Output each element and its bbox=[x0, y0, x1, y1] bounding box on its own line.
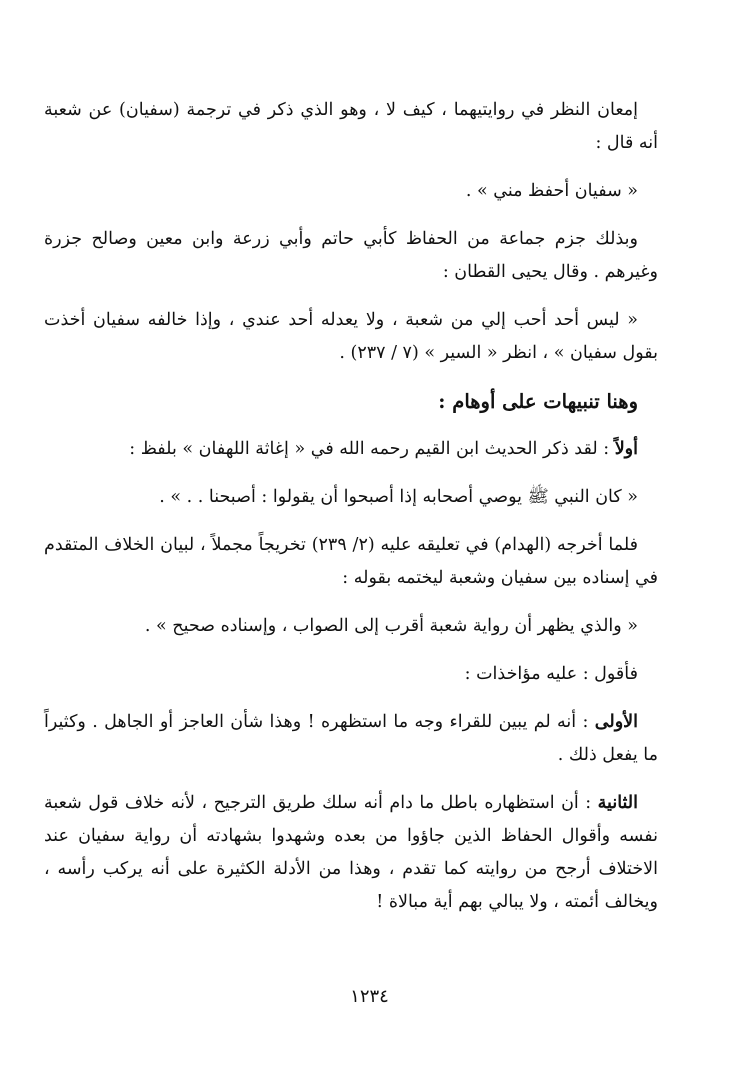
quote-3: « كان النبي ﷺ يوصي أصحابه إذا أصبحوا أن يقولوا : أصبحنا . . » . bbox=[159, 487, 638, 507]
quote-4: « والذي يظهر أن رواية شعبة أقرب إلى الصواب ، وإسناده صحيح » . bbox=[144, 616, 638, 636]
quote-2: « ليس أحد أحب إلي من شعبة ، ولا يعدله أحد عندي ، وإذا خالفه سفيان أخذت بقول سفيان » ، انظر « السير » (٧ / ٢٣٧) . bbox=[44, 310, 658, 363]
paragraph-6 bbox=[44, 706, 658, 772]
paragraph-7 bbox=[44, 787, 658, 919]
paragraph-1: إمعان النظر في روايتيهما ، كيف لا ، وهو الذي ذكر في ترجمة (سفيان) عن شعبة أنه قال : bbox=[44, 100, 658, 153]
paragraph-3-label: أولاً bbox=[614, 439, 638, 459]
paragraph-6-label: الأولى bbox=[594, 712, 638, 732]
paragraph-2: وبذلك جزم جماعة من الحفاظ كأبي حاتم وأبي زرعة وابن معين وصالح جزرة وغيرهم . وقال يحيى القطان : bbox=[44, 229, 658, 282]
paragraph-7-text: : أن استظهاره باطل ما دام أنه سلك طريق الترجيح ، لأنه خلاف قول شعبة نفسه وأقوال الحفاظ الذين جاؤوا من بعده وشهدوا بشهادته أن رواية سفيان عند الاختلاف أرجح من روايته كما تقدم ، وهذا من الأدلة الكثيرة على أنه يركب رأسه ، ويخالف أئمته ، ولا يبالي بهم أية مبالاة ! bbox=[44, 793, 658, 912]
quote-1: « سفيان أحفظ مني » . bbox=[465, 181, 638, 201]
page-body bbox=[44, 94, 658, 919]
paragraph-3-text: : لقد ذكر الحديث ابن القيم رحمه الله في « إغاثة اللهفان » بلفظ : bbox=[129, 439, 615, 459]
paragraph-3 bbox=[44, 433, 658, 466]
paragraph-5: فأقول : عليه مؤاخذات : bbox=[464, 664, 638, 684]
page-number: ١٢٣٤ bbox=[350, 986, 389, 1007]
paragraph-7-label: الثانية bbox=[597, 793, 638, 813]
section-heading: وهنا تنبيهات على أوهام : bbox=[438, 390, 638, 413]
paragraph-6-text: : أنه لم يبين للقراء وجه ما استظهره ! وهذا شأن العاجز أو الجاهل . وكثيراً ما يفعل ذلك . bbox=[44, 712, 658, 765]
paragraph-4: فلما أخرجه (الهدام) في تعليقه عليه (٢/ ٢٣٩) تخريجاً مجملاً ، لبيان الخلاف المتقدم في إسناده بين سفيان وشعبة ليختمه بقوله : bbox=[44, 535, 658, 588]
